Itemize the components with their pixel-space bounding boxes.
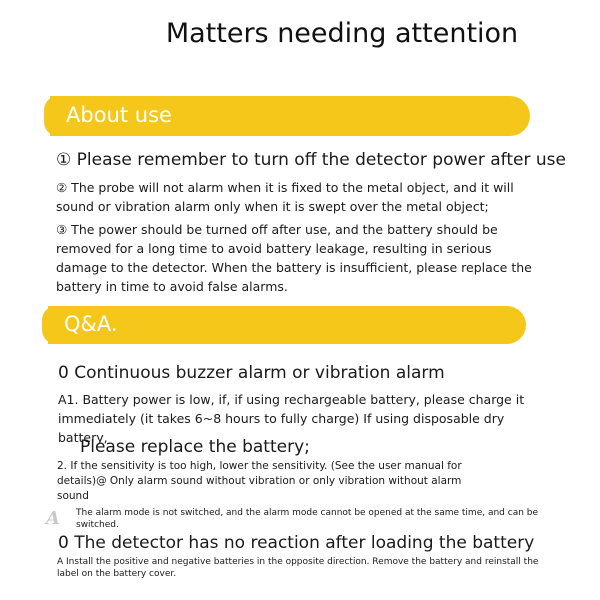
answer-3: The alarm mode is not switched, and the alarm mode cannot be opened at the same time, and can be switched. — [76, 508, 539, 530]
page-title: Matters needing attention — [165, 18, 519, 49]
section-header-qa — [48, 306, 526, 344]
use-item-3: ③ The power should be turned off after use, and the battery should be removed for a long time to avoid battery leakage, resulting in serious damage to the detector. When the battery is insufficient, please replace the battery in time to avoid false alarms. — [56, 222, 532, 294]
watermark-icon: A — [46, 508, 60, 529]
answer-2: 2. If the sensitivity is too high, lower the sensitivity. (See the user manual for details)@ Only alarm sound without vibration or only vibration without alarm sound — [57, 460, 462, 502]
question-1: 0 Continuous buzzer alarm or vibration alarm — [58, 363, 445, 383]
use-item-2: ② The probe will not alarm when it is fixed to the metal object, and it will sound or vibration alarm only when it is swept over the metal object; — [56, 180, 514, 214]
section-header-about-use — [50, 96, 530, 136]
answer-1: A1. Battery power is low, if, if using rechargeable battery, please charge it immediately (it takes 6~8 hours to fully charge) If using disposable dry battery, — [58, 392, 525, 445]
answer-4: A Install the positive and negative batteries in the opposite direction. Remove the battery and reinstall the label on the battery cover. — [57, 557, 539, 579]
section-header-label: About use — [66, 103, 172, 127]
use-item-1: ① Please remember to turn off the detector power after use — [56, 150, 566, 170]
section-header-label: Q&A. — [64, 312, 118, 336]
question-2: 0 The detector has no reaction after loading the battery — [58, 533, 535, 553]
answer-1-continued: Please replace the battery; — [80, 437, 310, 457]
